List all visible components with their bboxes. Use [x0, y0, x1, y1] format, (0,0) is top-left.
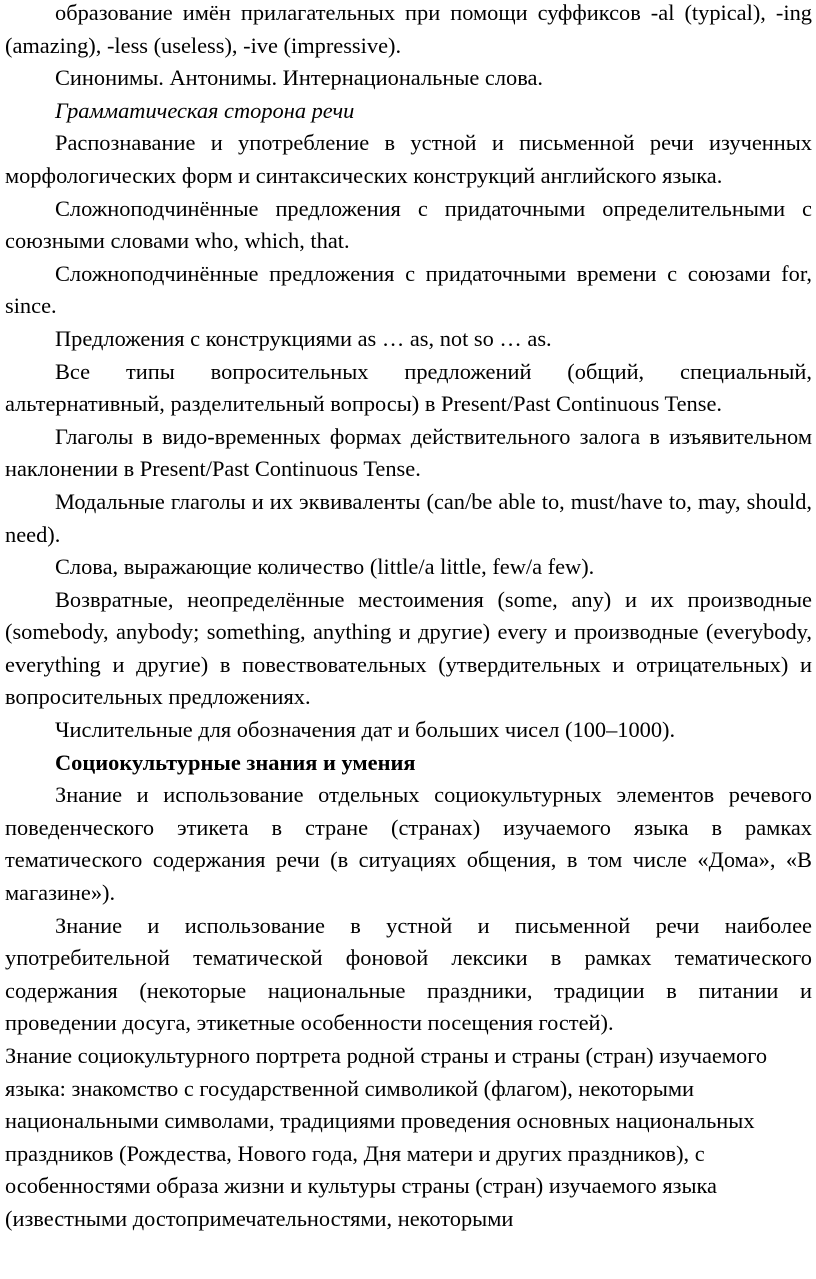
- paragraph-verb-tenses: Глаголы в видо-временных формах действительного залога в изъявительном наклонении в Present/Past Continuous Tense.: [5, 423, 812, 482]
- paragraph-synonyms: Синонимы. Антонимы. Интернациональные слова.: [55, 65, 544, 91]
- paragraph-quantity-words: Слова, выражающие количество (little/a little, few/a few).: [55, 554, 595, 580]
- paragraph-modal-verbs: Модальные глаголы и их эквиваленты (can/be able to, must/have to, may, should, need).: [5, 488, 812, 547]
- paragraph-suffixes: образование имён прилагательных при помощи суффиксов -al (typical), -ing (amazing), -less (useless), -ive (impressive).: [5, 0, 812, 58]
- paragraph-question-types: Все типы вопросительных предложений (общий, специальный, альтернативный, разделительный вопросы) в Present/Past Continuous Tense.: [5, 358, 812, 417]
- paragraph-recognition: Распознавание и употребление в устной и письменной речи изученных морфологических форм и синтаксических конструкций английского языка.: [5, 130, 812, 188]
- paragraph-etiquette: Знание и использование отдельных социокультурных элементов речевого поведенческого этикета в стране (странах) изучаемого языка в рамках тематического содержания речи (в ситуациях общения, в том числе «Дома», «В магазине»).: [5, 782, 812, 906]
- paragraph-time-clauses: Сложноподчинённые предложения с придаточными времени с союзами for, since.: [5, 260, 812, 319]
- heading-grammar: Грамматическая сторона речи: [55, 97, 355, 123]
- paragraph-background-vocab: Знание и использование в устной и письменной речи наиболее употребительной тематической фоновой лексики в рамках тематического содержания (некоторые национальные праздники, традиции в питании и проведении досуга, этикетные особенности посещения гостей).: [5, 912, 812, 1036]
- paragraph-as-constructions: Предложения с конструкциями as … as, not so … as.: [55, 325, 552, 351]
- paragraph-relative-clauses: Сложноподчинённые предложения с придаточными определительными с союзными словами who, which, that.: [5, 195, 812, 254]
- paragraph-numerals: Числительные для обозначения дат и больших чисел (100–1000).: [55, 717, 676, 743]
- paragraph-pronouns: Возвратные, неопределённые местоимения (some, any) и их производные (somebody, anybody; something, anything и другие) every и производные (everybody, everything и другие) в повествовательных (утвердительных и отрицательных) и вопросительных предложениях.: [5, 586, 812, 710]
- heading-sociocultural: Социокультурные знания и умения: [55, 749, 416, 775]
- paragraph-portrait: Знание социокультурного портрета родной страны и страны (стран) изучаемого языка: знакомство с государственной символикой (флагом), некоторыми национальными символами, традициями проведения основных национальных праздников (Рождества, Нового года, Дня матери и других праздников), с особенностями образа жизни и культуры страны (стран) изучаемого языка (известными достопримечательностями, некоторыми: [5, 1043, 768, 1231]
